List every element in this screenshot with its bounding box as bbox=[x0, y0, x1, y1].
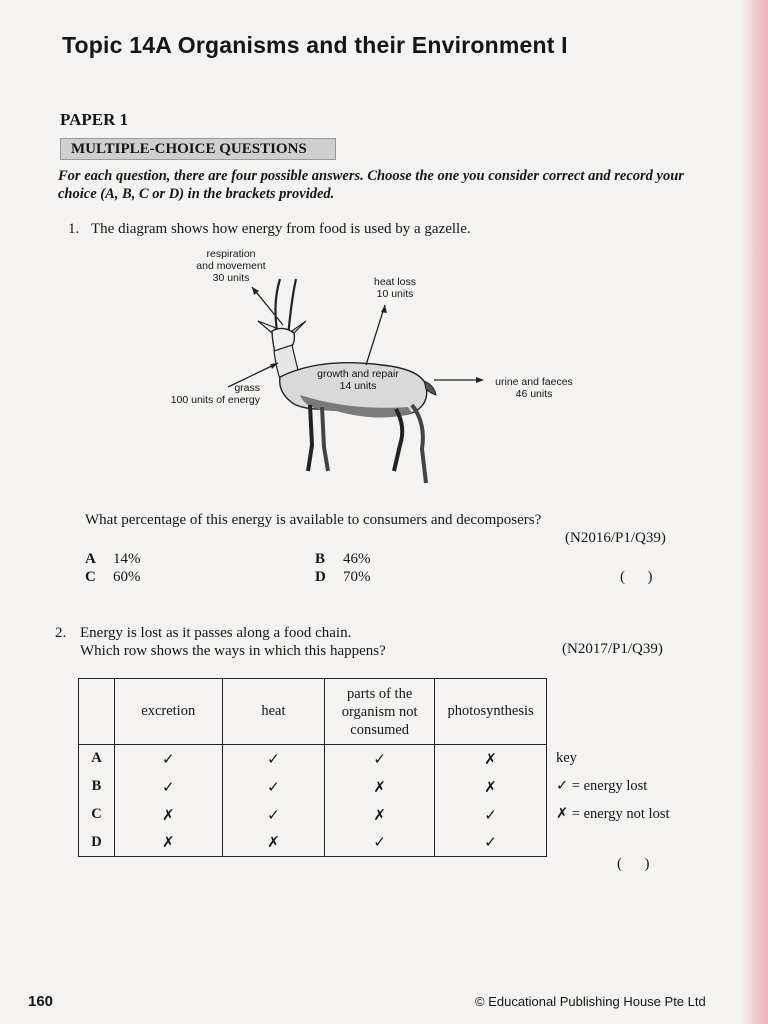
table-cell: ✗ bbox=[325, 801, 435, 829]
page-title: Topic 14A Organisms and their Environment I bbox=[62, 32, 568, 58]
table-cell: ✓ bbox=[325, 829, 435, 857]
table-cell: ✗ bbox=[435, 773, 547, 801]
instructions: For each question, there are four possible answers. Choose the one you consider correct and record your choice (A, B, C or D) in the brackets provided. bbox=[58, 168, 684, 202]
table-header-cell: parts of the organism not consumed bbox=[325, 679, 435, 745]
table-cell: ✗ bbox=[435, 745, 547, 773]
answer-table bbox=[78, 678, 547, 857]
question-2-reference: (N2017/P1/Q39) bbox=[562, 641, 663, 657]
grass-label: grass 100 units of energy bbox=[170, 382, 260, 406]
answer-bracket-2[interactable]: ( ) bbox=[617, 856, 650, 872]
table-row bbox=[79, 745, 547, 773]
question-2-line1: Energy is lost as it passes along a food chain. bbox=[80, 625, 352, 641]
table-row bbox=[79, 773, 547, 801]
question-1-prompt: What percentage of this energy is available to consumers and decomposers? bbox=[85, 512, 542, 528]
table-row bbox=[79, 801, 547, 829]
option-d[interactable]: D 70% bbox=[315, 569, 371, 585]
table-cell: ✓ bbox=[222, 773, 325, 801]
option-c[interactable]: C 60% bbox=[85, 569, 141, 585]
table-cell: ✓ bbox=[435, 801, 547, 829]
table-row bbox=[79, 829, 547, 857]
table-cell: ✓ bbox=[222, 801, 325, 829]
table-cell: ✗ bbox=[114, 801, 222, 829]
key-tick: ✓ = energy lost bbox=[556, 778, 648, 794]
table-cell: ✓ bbox=[114, 745, 222, 773]
option-b[interactable]: B 46% bbox=[315, 551, 371, 567]
row-label: B bbox=[79, 773, 115, 801]
row-label: D bbox=[79, 829, 115, 857]
paper-label: PAPER 1 bbox=[60, 110, 129, 129]
table-cell: ✗ bbox=[325, 773, 435, 801]
table-cell: ✗ bbox=[222, 829, 325, 857]
page-edge-shadow bbox=[742, 0, 768, 1024]
table-header-cell: excretion bbox=[114, 679, 222, 745]
section-banner: MULTIPLE-CHOICE QUESTIONS bbox=[60, 138, 336, 160]
question-2-number: 2. bbox=[55, 625, 67, 641]
row-label: C bbox=[79, 801, 115, 829]
publisher-credit: © Educational Publishing House Pte Ltd bbox=[475, 994, 706, 1009]
table-header-cell bbox=[79, 679, 115, 745]
table-cell: ✓ bbox=[435, 829, 547, 857]
table-header-cell: photosynthesis bbox=[435, 679, 547, 745]
key-title: key bbox=[556, 750, 577, 766]
table-header-row bbox=[79, 679, 547, 745]
page-number: 160 bbox=[28, 993, 54, 1010]
row-label: A bbox=[79, 745, 115, 773]
option-a[interactable]: A 14% bbox=[85, 551, 141, 567]
question-1-number: 1. bbox=[68, 221, 80, 237]
growth-label: growth and repair 14 units bbox=[317, 368, 399, 392]
urine-label: urine and faeces 46 units bbox=[495, 376, 573, 400]
table-header-cell: heat bbox=[222, 679, 325, 745]
key-cross: ✗ = energy not lost bbox=[556, 806, 670, 822]
table-cell: ✓ bbox=[114, 773, 222, 801]
respiration-label: respiration and movement 30 units bbox=[196, 248, 266, 284]
answer-bracket-1[interactable]: ( ) bbox=[620, 569, 653, 585]
question-1-reference: (N2016/P1/Q39) bbox=[565, 530, 666, 546]
table-cell: ✓ bbox=[325, 745, 435, 773]
question-1-text: The diagram shows how energy from food is used by a gazelle. bbox=[91, 221, 471, 237]
table-cell: ✓ bbox=[222, 745, 325, 773]
gazelle-energy-diagram bbox=[150, 245, 590, 495]
table-cell: ✗ bbox=[114, 829, 222, 857]
question-2-line2: Which row shows the ways in which this happens? bbox=[80, 643, 386, 659]
heat-loss-label: heat loss 10 units bbox=[373, 276, 417, 300]
